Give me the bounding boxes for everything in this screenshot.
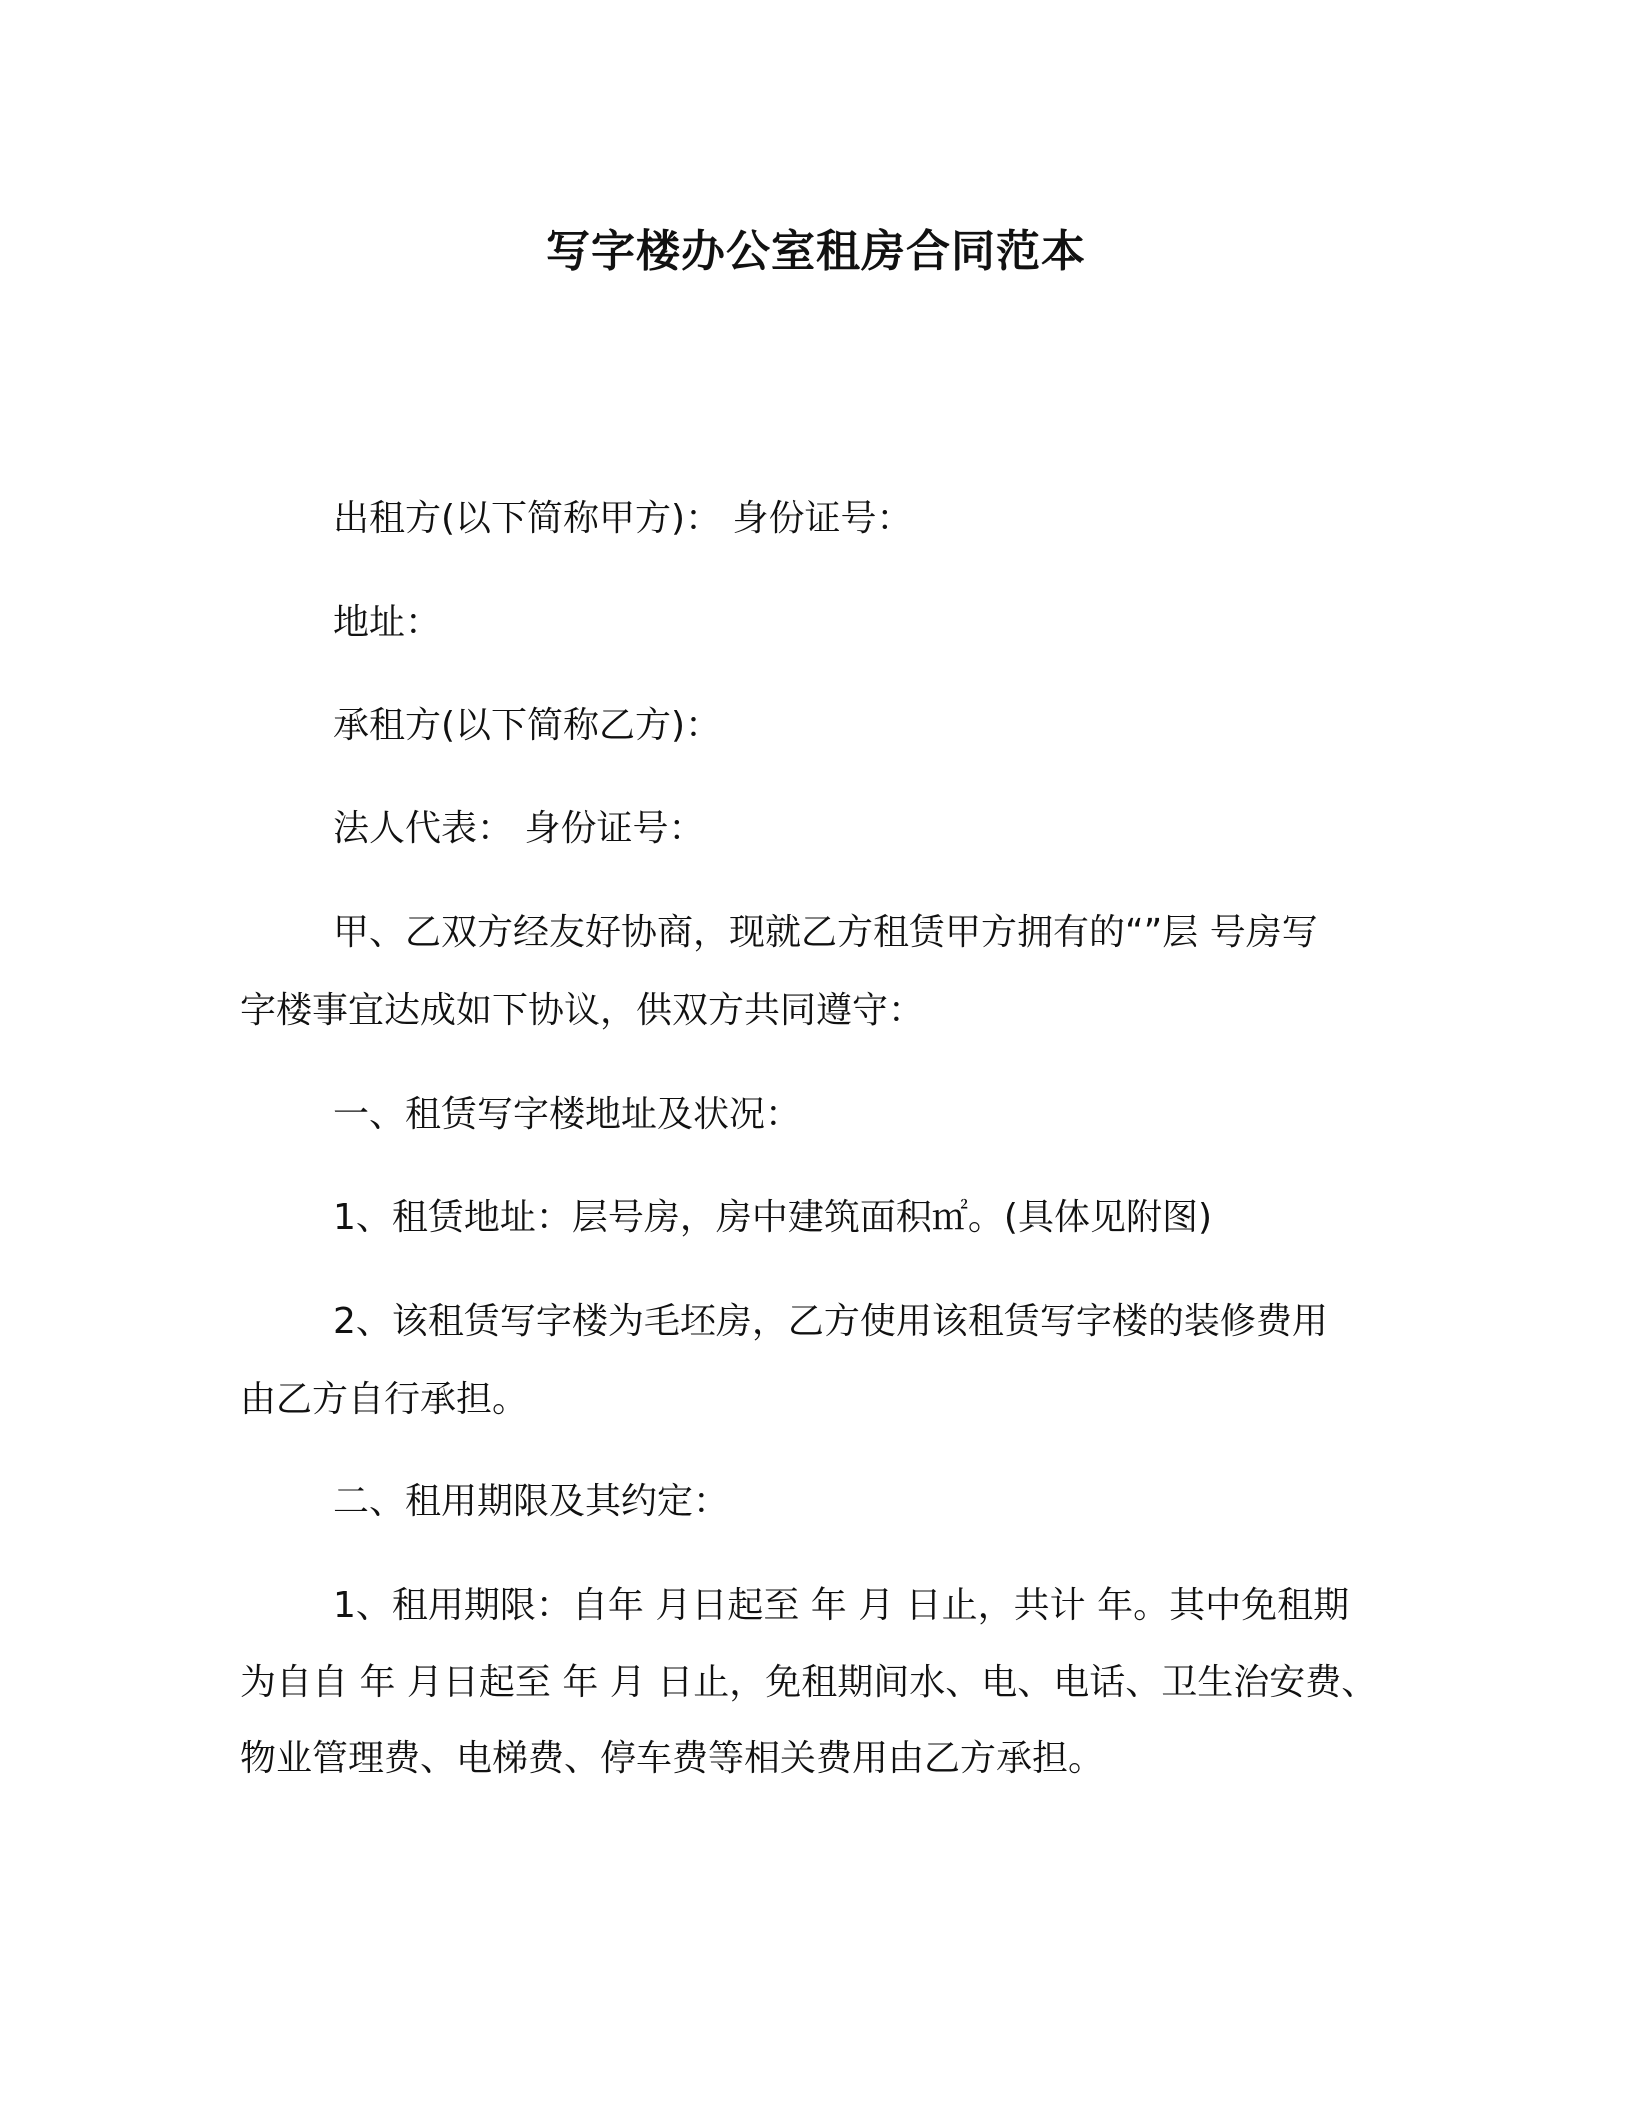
- clause-2-1-line-3: 物业管理费、电梯费、停车费等相关费用由乙方承担。: [240, 1738, 1105, 1779]
- preamble-line-2: 字楼事宜达成如下协议，供双方共同遵守：: [240, 990, 925, 1031]
- clause-1-2-line-2: 由乙方自行承担。: [240, 1379, 529, 1420]
- address-line: 地址：: [333, 602, 442, 643]
- section-1-heading: 一、租赁写字楼地址及状况：: [333, 1094, 802, 1135]
- preamble-line-1: 甲、乙双方经友好协商，现就乙方租赁甲方拥有的“”层 号房写: [333, 912, 1318, 953]
- lessor-line: 出租方(以下简称甲方)： 身份证号：: [333, 498, 913, 539]
- clause-2-1-line-1: 1、租用期限：自年 月日起至 年 月 日止，共计 年。其中免租期: [333, 1585, 1350, 1626]
- legal-rep-line: 法人代表： 身份证号：: [333, 808, 705, 849]
- clause-1-2-line-1: 2、该租赁写字楼为毛坯房，乙方使用该租赁写字楼的装修费用: [333, 1301, 1328, 1342]
- clause-1-1: 1、租赁地址：层号房，房中建筑面积㎡。(具体见附图): [333, 1197, 1212, 1238]
- clause-2-1-line-2: 为自自 年 月日起至 年 月 日止，免租期间水、电、电话、卫生治安费、: [240, 1662, 1378, 1703]
- section-2-heading: 二、租用期限及其约定：: [333, 1481, 730, 1522]
- document-title: 写字楼办公室租房合同范本: [546, 226, 1086, 277]
- lessee-line: 承租方(以下简称乙方)：: [333, 705, 722, 746]
